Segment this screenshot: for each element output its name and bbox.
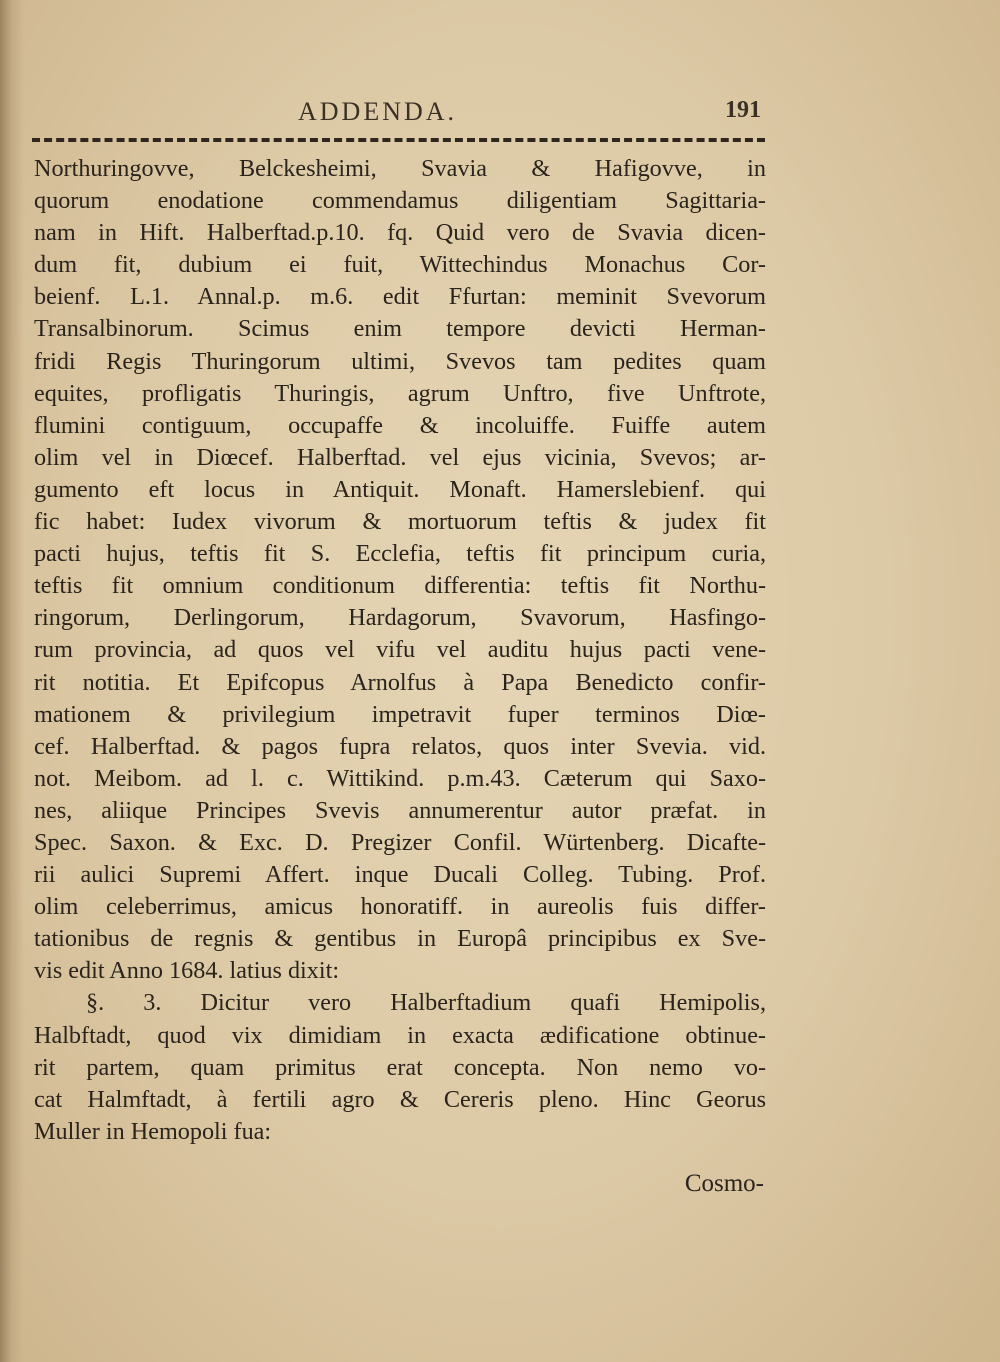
text-line: ringorum, Derlingorum, Hardagorum, Svavorum, Hasfingo- [34, 604, 766, 632]
text-line: vis edit Anno 1684. latius dixit: [34, 957, 340, 985]
text-line: equites, profligatis Thuringis, agrum Unftro, five Unftrote, [34, 379, 766, 407]
text-line: tationibus de regnis & gentibus in Europâ principibus ex Sve- [34, 925, 766, 953]
text-line: not. Meibom. ad l. c. Wittikind. p.m.43. Cæterum qui Saxo- [34, 764, 766, 792]
page-number: 191 [725, 97, 761, 123]
text-line: gumento eft locus in Antiquit. Monaft. Hamerslebienf. qui [34, 475, 766, 503]
text-line: rit partem, quam primitus erat concepta. Non nemo vo- [34, 1053, 766, 1081]
header-rule [32, 138, 765, 142]
body-text [34, 153, 766, 1148]
page-edge-shadow [0, 0, 24, 1362]
text-line: flumini contiguum, occupaffe & incoluiffe. Fuiffe autem [34, 411, 766, 439]
text-line: beienf. L.1. Annal.p. m.6. edit Ffurtan: meminit Svevorum [34, 283, 766, 311]
text-line: fic habet: Iudex vivorum & mortuorum teftis & judex fit [34, 508, 766, 536]
text-line: quorum enodatione commendamus diligentiam Sagittaria- [34, 187, 766, 215]
running-head: ADDENDA. [298, 97, 458, 126]
text-line: nam in Hift. Halberftad.p.10. fq. Quid vero de Svavia dicen- [34, 219, 766, 247]
text-line: cat Halmftadt, à fertili agro & Cereris pleno. Hinc Georus [34, 1085, 766, 1113]
text-line: rii aulici Supremi Affert. inque Ducali Colleg. Tubing. Prof. [34, 861, 766, 889]
text-line: rum provincia, ad quos vel vifu vel auditu hujus pacti vene- [34, 636, 766, 664]
text-line: mationem & privilegium impetravit fuper terminos Diœ- [34, 700, 766, 728]
text-line: Spec. Saxon. & Exc. D. Pregizer Confil. Würtenberg. Dicafte- [34, 828, 766, 856]
text-line: fridi Regis Thuringorum ultimi, Svevos tam pedites quam [34, 347, 766, 375]
text-line: olim vel in Diœcef. Halberftad. vel ejus vicinia, Svevos; ar- [34, 443, 766, 471]
text-line: Halbftadt, quod vix dimidiam in exacta ædificatione obtinue- [34, 1021, 766, 1049]
text-line: cef. Halberftad. & pagos fupra relatos, quos inter Svevia. vid. [34, 732, 766, 760]
text-line: rit notitia. Et Epifcopus Arnolfus à Papa Benedicto confir- [34, 668, 766, 696]
text-line: olim celeberrimus, amicus honoratiff. in aureolis fuis differ- [34, 893, 766, 921]
page-header [30, 97, 765, 133]
text-line: nes, aliique Principes Svevis annumerentur autor præfat. in [34, 796, 766, 824]
text-line: §. 3. Dicitur vero Halberftadium quafi Hemipolis, [86, 989, 766, 1017]
text-line: pacti hujus, teftis fit S. Ecclefia, teftis fit principum curia, [34, 540, 766, 568]
text-line: Muller in Hemopoli fua: [34, 1117, 272, 1145]
text-line: dum fit, dubium ei fuit, Wittechindus Monachus Cor- [34, 251, 766, 279]
text-line: Northuringovve, Belckesheimi, Svavia & Hafigovve, in [34, 155, 766, 182]
catchword: Cosmo- [684, 1170, 764, 1197]
text-line: Transalbinorum. Scimus enim tempore devicti Herman- [34, 315, 766, 343]
text-line: teftis fit omnium conditionum differentia: teftis fit Northu- [34, 572, 766, 600]
